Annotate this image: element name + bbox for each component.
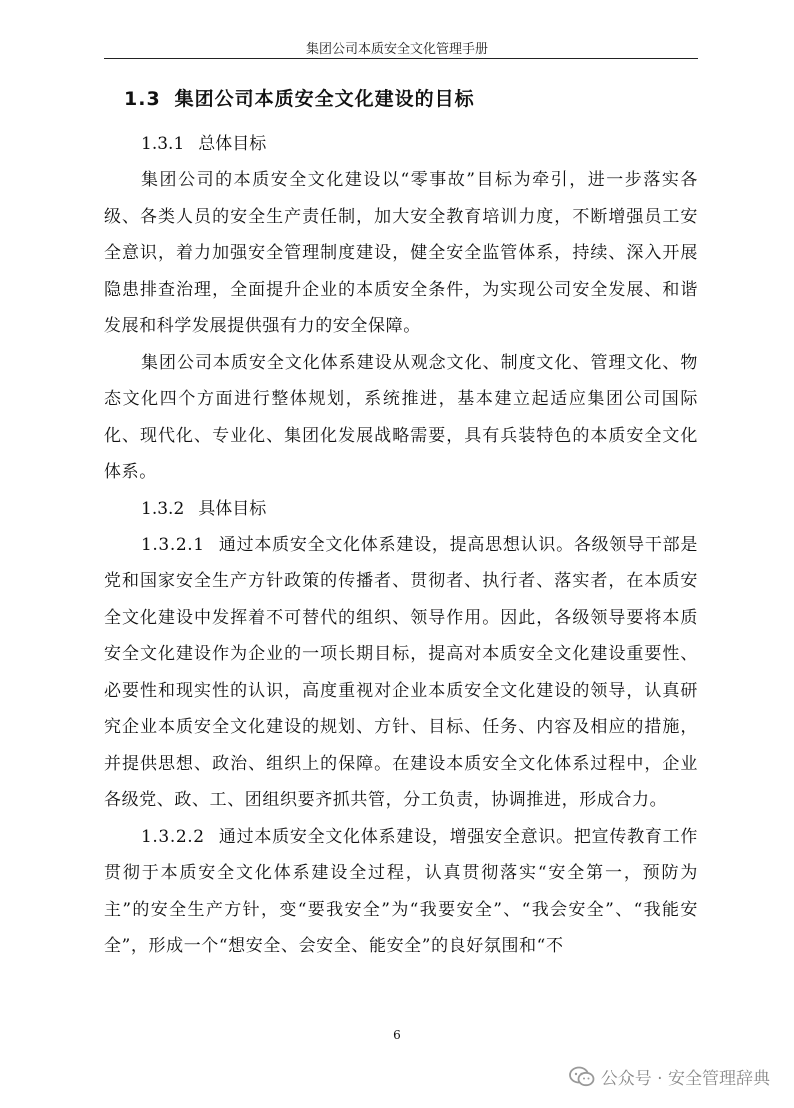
section-number: 1.3	[124, 88, 161, 110]
paragraph-item-1	[104, 527, 698, 819]
section-heading	[124, 84, 698, 114]
paragraph-overall-goal: 集团公司的本质安全文化建设以“零事故”目标为牵引，进一步落实各级、各类人员的安全生产责任制，加大安全教育培训力度，不断增强员工安全意识，着力加强安全管理制度建设，健全安全监管体系，持续、深入开展隐患排查治理，全面提升企业的本质安全条件，为实现公司安全发展、和谐发展和科学发展提供强有力的安全保障。	[104, 170, 698, 336]
paragraph-culture-system: 集团公司本质安全文化体系建设从观念文化、制度文化、管理文化、物态文化四个方面进行整体规划，系统推进，基本建立起适应集团公司国际化、现代化、专业化、集团化发展战略需要，具有兵装特色的本质安全文化体系。	[104, 352, 698, 482]
subsection-number: 1.3.2	[141, 498, 185, 519]
item-text: 通过本质安全文化体系建设，提高思想认识。各级领导干部是党和国家安全生产方针政策的传播者、贯彻者、执行者、落实者，在本质安全文化建设中发挥着不可替代的组织、领导作用。因此，各级领导要将本质安全文化建设作为企业的一项长期目标，提高对本质安全文化建设重要性、必要性和现实性的认识，高度重视对企业本质安全文化建设的领导，认真研究企业本质安全文化建设的规划、方针、目标、任务、内容及相应的措施，并提供思想、政治、组织上的保障。在建设本质安全文化体系过程中，企业各级党、政、工、团组织要齐抓共管，分工负责，协调推进，形成合力。	[104, 534, 698, 810]
page-number: 6	[393, 1028, 401, 1042]
subsection-heading-overall	[141, 126, 698, 162]
section-title: 集团公司本质安全文化建设的目标	[174, 88, 475, 110]
subsection-number: 1.3.1	[141, 134, 185, 154]
paragraph-item-2	[104, 819, 698, 965]
watermark-text: 公众号 · 安全管理辞典	[600, 1069, 770, 1089]
item-text: 通过本质安全文化体系建设，增强安全意识。把宣传教育工作贯彻于本质安全文化体系建设全过程，认真贯彻落实“安全第一，预防为主”的安全生产方针，变“要我安全”为“我要安全”、“我会安全”、“我能安全”，形成一个“想安全、会安全、能安全”的良好氛围和“不	[104, 826, 698, 956]
wechat-icon	[569, 1066, 595, 1088]
header-rule	[104, 58, 698, 59]
watermark	[569, 1064, 770, 1089]
subsection-title: 总体目标	[198, 134, 267, 154]
item-number: 1.3.2.1	[141, 534, 205, 555]
page-header: 集团公司本质安全文化管理手册	[305, 42, 488, 57]
document-body	[104, 84, 698, 965]
item-number: 1.3.2.2	[141, 826, 205, 847]
subsection-title: 具体目标	[198, 498, 267, 519]
subsection-heading-specific	[141, 491, 698, 527]
